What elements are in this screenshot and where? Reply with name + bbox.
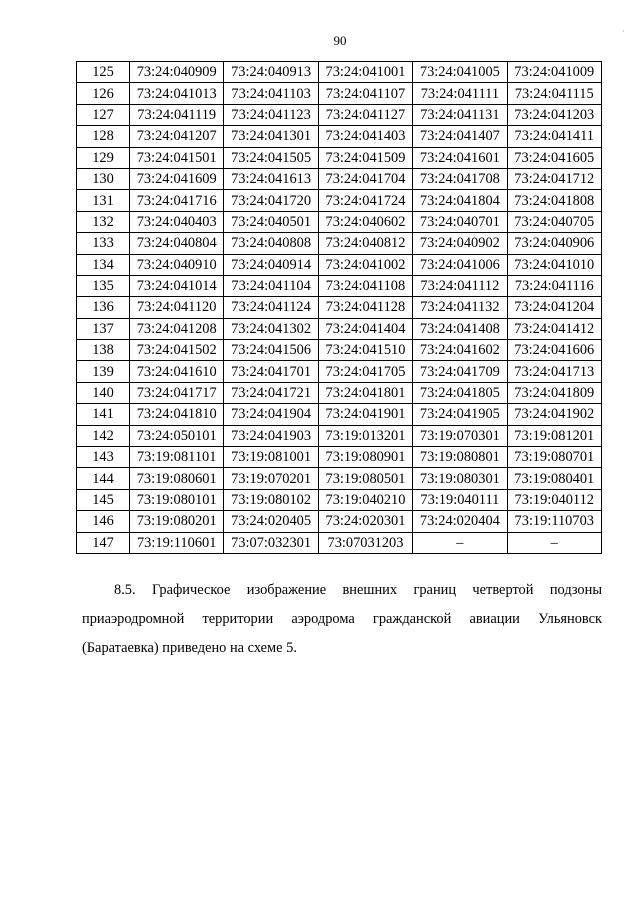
cadastral-code-cell: 73:24:041709	[413, 361, 507, 382]
table-row	[77, 83, 602, 104]
cadastral-code-cell: 73:24:041605	[507, 147, 601, 168]
row-number-cell: 145	[77, 489, 130, 510]
cadastral-code-cell: 73:24:041111	[413, 83, 507, 104]
cadastral-code-cell: 73:07:032301	[224, 532, 318, 553]
cadastral-code-cell: 73:24:041721	[224, 382, 318, 403]
cadastral-code-cell: 73:24:041716	[130, 190, 224, 211]
cadastral-code-cell: 73:24:041128	[318, 297, 412, 318]
table-row	[77, 382, 602, 403]
margin-mark: ·	[622, 27, 625, 36]
row-number-cell: 133	[77, 233, 130, 254]
cadastral-code-cell: 73:24:041203	[507, 104, 601, 125]
cadastral-code-cell: 73:24:040913	[224, 62, 318, 83]
cadastral-code-cell: 73:24:041804	[413, 190, 507, 211]
cadastral-code-cell: 73:19:080901	[318, 447, 412, 468]
cadastral-code-cell: 73:24:040701	[413, 211, 507, 232]
table-row	[77, 126, 602, 147]
cadastral-code-cell: 73:24:041601	[413, 147, 507, 168]
page-number: 90	[333, 33, 347, 48]
row-number-cell: 126	[77, 83, 130, 104]
cadastral-code-cell: 73:24:041905	[413, 404, 507, 425]
cadastral-code-cell: 73:24:041005	[413, 62, 507, 83]
row-number-cell: 138	[77, 340, 130, 361]
cadastral-code-cell: 73:24:041902	[507, 404, 601, 425]
cadastral-code-cell: 73:24:041502	[130, 340, 224, 361]
cadastral-code-cell: 73:24:041002	[318, 254, 412, 275]
cadastral-code-cell: 73:19:013201	[318, 425, 412, 446]
cadastral-code-cell: 73:24:040914	[224, 254, 318, 275]
cadastral-code-cell: 73:24:041006	[413, 254, 507, 275]
cadastral-code-cell: 73:24:041208	[130, 318, 224, 339]
cadastral-code-cell: 73:07031203	[318, 532, 412, 553]
cadastral-code-cell: 73:24:041809	[507, 382, 601, 403]
cadastral-code-cell: 73:24:020405	[224, 511, 318, 532]
cadastral-code-cell: 73:24:041116	[507, 275, 601, 296]
cadastral-code-cell: 73:24:041708	[413, 168, 507, 189]
cadastral-code-cell: 73:24:040403	[130, 211, 224, 232]
table-row	[77, 318, 602, 339]
cadastral-code-cell: 73:24:041104	[224, 275, 318, 296]
cadastral-code-cell: 73:24:041103	[224, 83, 318, 104]
cadastral-code-cell: 73:24:041610	[130, 361, 224, 382]
cadastral-code-cell: 73:19:080301	[413, 468, 507, 489]
cadastral-code-cell: 73:19:040111	[413, 489, 507, 510]
row-number-cell: 147	[77, 532, 130, 553]
cadastral-code-cell: 73:24:041904	[224, 404, 318, 425]
cadastral-code-cell: 73:24:041810	[130, 404, 224, 425]
cadastral-code-cell: 73:19:040210	[318, 489, 412, 510]
cadastral-code-cell: 73:24:041509	[318, 147, 412, 168]
row-number-cell: 135	[77, 275, 130, 296]
table-row	[77, 447, 602, 468]
cadastral-code-cell: 73:24:041014	[130, 275, 224, 296]
cadastral-code-cell: 73:24:040906	[507, 233, 601, 254]
table-row	[77, 62, 602, 83]
table-row	[77, 511, 602, 532]
row-number-cell: 128	[77, 126, 130, 147]
cadastral-code-cell: 73:24:041123	[224, 104, 318, 125]
cadastral-code-cell: 73:24:041404	[318, 318, 412, 339]
table-row	[77, 468, 602, 489]
cadastral-code-cell: 73:24:041805	[413, 382, 507, 403]
cadastral-code-cell: 73:24:041411	[507, 126, 601, 147]
table-row	[77, 275, 602, 296]
cadastral-code-cell: 73:24:041107	[318, 83, 412, 104]
cadastral-code-cell: 73:24:041602	[413, 340, 507, 361]
cadastral-code-cell: –	[413, 532, 507, 553]
table-row	[77, 489, 602, 510]
cadastral-code-cell: 73:24:041713	[507, 361, 601, 382]
cadastral-code-cell: 73:24:041510	[318, 340, 412, 361]
table-row	[77, 532, 602, 553]
cadastral-code-cell: 73:24:041119	[130, 104, 224, 125]
cadastral-code-cell: –	[507, 532, 601, 553]
row-number-cell: 125	[77, 62, 130, 83]
row-number-cell: 141	[77, 404, 130, 425]
cadastral-code-cell: 73:24:040804	[130, 233, 224, 254]
cadastral-code-cell: 73:24:041505	[224, 147, 318, 168]
row-number-cell: 140	[77, 382, 130, 403]
cadastral-code-cell: 73:19:040112	[507, 489, 601, 510]
cadastral-code-cell: 73:24:041009	[507, 62, 601, 83]
paragraph-line: 8.5. Графическое изображение внешних границ четвертой подзоны	[114, 582, 602, 598]
cadastral-code-cell: 73:24:040602	[318, 211, 412, 232]
table-body	[77, 62, 602, 554]
table-row	[77, 340, 602, 361]
cadastral-code-cell: 73:24:041132	[413, 297, 507, 318]
cadastral-code-cell: 73:24:041108	[318, 275, 412, 296]
cadastral-code-cell: 73:24:041204	[507, 297, 601, 318]
cadastral-code-cell: 73:24:041609	[130, 168, 224, 189]
cadastral-code-cell: 73:24:041013	[130, 83, 224, 104]
cadastral-code-cell: 73:24:041712	[507, 168, 601, 189]
cadastral-code-cell: 73:24:041903	[224, 425, 318, 446]
cadastral-code-cell: 73:24:041407	[413, 126, 507, 147]
cadastral-code-cell: 73:24:041127	[318, 104, 412, 125]
cadastral-code-cell: 73:24:041501	[130, 147, 224, 168]
cadastral-code-cell: 73:19:080201	[130, 511, 224, 532]
cadastral-code-cell: 73:24:041112	[413, 275, 507, 296]
cadastral-code-cell: 73:19:110601	[130, 532, 224, 553]
cadastral-code-cell: 73:24:041506	[224, 340, 318, 361]
cadastral-code-cell: 73:19:081101	[130, 447, 224, 468]
cadastral-code-cell: 73:24:041901	[318, 404, 412, 425]
cadastral-code-cell: 73:24:040909	[130, 62, 224, 83]
cadastral-code-cell: 73:24:041724	[318, 190, 412, 211]
row-number-cell: 130	[77, 168, 130, 189]
row-number-cell: 132	[77, 211, 130, 232]
cadastral-code-cell: 73:24:041701	[224, 361, 318, 382]
cadastral-code-cell: 73:24:041115	[507, 83, 601, 104]
row-number-cell: 131	[77, 190, 130, 211]
row-number-cell: 134	[77, 254, 130, 275]
cadastral-code-cell: 73:19:080501	[318, 468, 412, 489]
paragraph-8-5	[82, 576, 602, 663]
cadastral-code-cell: 73:24:041720	[224, 190, 318, 211]
cadastral-code-cell: 73:19:081001	[224, 447, 318, 468]
cadastral-code-cell: 73:24:041808	[507, 190, 601, 211]
cadastral-code-cell: 73:19:080101	[130, 489, 224, 510]
cadastral-code-cell: 73:24:041124	[224, 297, 318, 318]
cadastral-code-cell: 73:24:041120	[130, 297, 224, 318]
cadastral-code-cell: 73:24:041302	[224, 318, 318, 339]
cadastral-code-cell: 73:24:041403	[318, 126, 412, 147]
cadastral-code-cell: 73:24:040808	[224, 233, 318, 254]
row-number-cell: 143	[77, 447, 130, 468]
table-row	[77, 168, 602, 189]
table-row	[77, 297, 602, 318]
cadastral-code-cell: 73:19:070301	[413, 425, 507, 446]
row-number-cell: 144	[77, 468, 130, 489]
row-number-cell: 146	[77, 511, 130, 532]
table-row	[77, 190, 602, 211]
cadastral-code-cell: 73:24:041801	[318, 382, 412, 403]
row-number-cell: 137	[77, 318, 130, 339]
cadastral-code-cell: 73:24:041606	[507, 340, 601, 361]
cadastral-code-cell: 73:19:080401	[507, 468, 601, 489]
cadastral-code-cell: 73:24:040501	[224, 211, 318, 232]
table-row	[77, 104, 602, 125]
cadastral-code-cell: 73:24:041717	[130, 382, 224, 403]
cadastral-code-cell: 73:19:080601	[130, 468, 224, 489]
cadastral-code-cell: 73:24:041001	[318, 62, 412, 83]
cadastral-code-cell: 73:24:041705	[318, 361, 412, 382]
paragraph-line: (Баратаевка) приведено на схеме 5.	[82, 640, 297, 656]
cadastral-code-cell: 73:24:040910	[130, 254, 224, 275]
cadastral-code-cell: 73:24:040902	[413, 233, 507, 254]
cadastral-code-cell: 73:24:040705	[507, 211, 601, 232]
cadastral-code-cell: 73:19:081201	[507, 425, 601, 446]
cadastral-code-cell: 73:24:041704	[318, 168, 412, 189]
cadastral-code-cell: 73:19:070201	[224, 468, 318, 489]
cadastral-code-cell: 73:24:040812	[318, 233, 412, 254]
cadastral-code-cell: 73:19:080701	[507, 447, 601, 468]
cadastral-code-cell: 73:24:041408	[413, 318, 507, 339]
table-row	[77, 233, 602, 254]
cadastral-code-cell: 73:19:110703	[507, 511, 601, 532]
table-row	[77, 404, 602, 425]
cadastral-table	[76, 61, 602, 554]
table-row	[77, 361, 602, 382]
row-number-cell: 139	[77, 361, 130, 382]
paragraph-line: приаэродромной территории аэродрома гражданской авиации Ульяновск	[82, 611, 602, 627]
cadastral-code-cell: 73:24:041131	[413, 104, 507, 125]
cadastral-code-cell: 73:24:050101	[130, 425, 224, 446]
table-row	[77, 147, 602, 168]
row-number-cell: 129	[77, 147, 130, 168]
table-row	[77, 425, 602, 446]
cadastral-code-cell: 73:24:020404	[413, 511, 507, 532]
cadastral-code-cell: 73:24:041301	[224, 126, 318, 147]
cadastral-code-cell: 73:24:041412	[507, 318, 601, 339]
row-number-cell: 127	[77, 104, 130, 125]
row-number-cell: 136	[77, 297, 130, 318]
cadastral-code-cell: 73:24:041613	[224, 168, 318, 189]
row-number-cell: 142	[77, 425, 130, 446]
cadastral-code-cell: 73:19:080102	[224, 489, 318, 510]
cadastral-code-cell: 73:19:080801	[413, 447, 507, 468]
cadastral-code-cell: 73:24:020301	[318, 511, 412, 532]
cadastral-code-cell: 73:24:041010	[507, 254, 601, 275]
table-row	[77, 254, 602, 275]
cadastral-code-cell: 73:24:041207	[130, 126, 224, 147]
table-row	[77, 211, 602, 232]
